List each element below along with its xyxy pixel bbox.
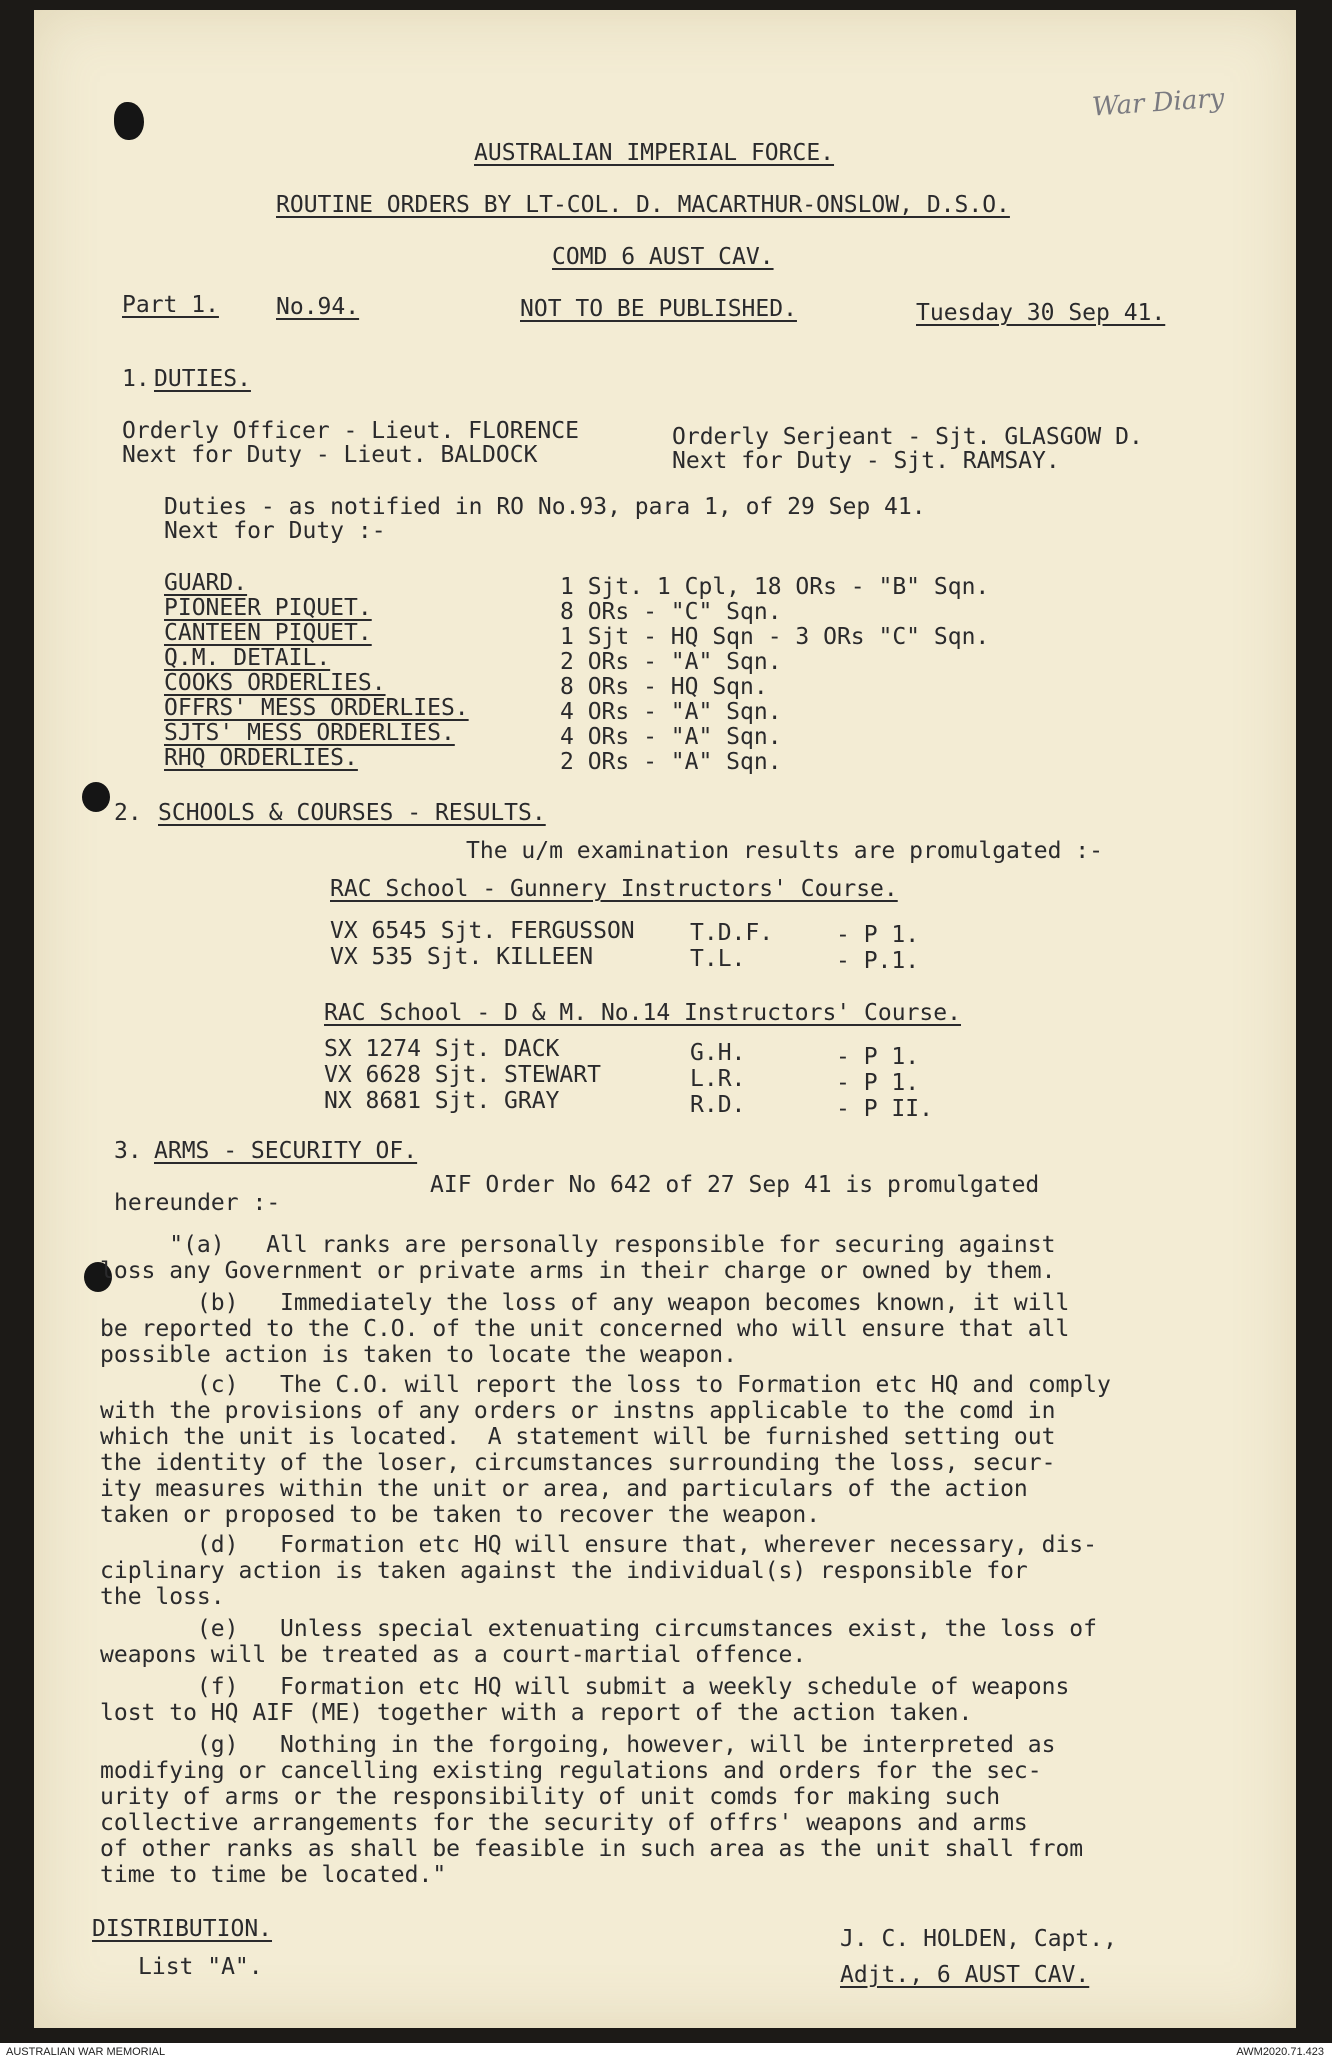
result-initials: L.R.	[690, 1066, 746, 1092]
order-number: No.94.	[276, 294, 360, 320]
duty-detail: 1 Sjt. 1 Cpl, 18 ORs - "B" Sqn.	[560, 574, 990, 600]
distribution-heading: DISTRIBUTION.	[92, 1916, 273, 1942]
duty-name: COOKS ORDERLIES.	[164, 670, 386, 696]
result-name: VX 6545 Sjt. FERGUSSON	[330, 918, 635, 944]
order-intro: AIF Order No 642 of 27 Sep 41 is promulgated	[430, 1172, 1040, 1198]
serjeant-next-for-duty: Next for Duty - Sjt. RAMSAY.	[672, 448, 1060, 474]
signature-name: J. C. HOLDEN, Capt.,	[840, 1926, 1117, 1952]
duty-name: SJTS' MESS ORDERLIES.	[164, 720, 455, 746]
result-name: NX 8681 Sjt. GRAY	[324, 1088, 560, 1114]
orderly-officer: Orderly Officer - Lieut. FLORENCE	[122, 418, 579, 444]
duty-name: RHQ ORDERLIES.	[164, 745, 358, 771]
officer-next-for-duty: Next for Duty - Lieut. BALDOCK	[122, 442, 538, 468]
duty-detail: 8 ORs - HQ Sqn.	[560, 674, 768, 700]
order-paragraph-c: (c) The C.O. will report the loss to Formation etc HQ and comply with the provisions of any orders or instns applicable to the comd in which the unit is located. A statement will be furnished setting out the identity of the loser, circumstances surrounding the loss, secur- ity measures within the unit or area, and particulars of the action taken or proposed to be taken to recover the weapon.	[100, 1372, 1111, 1528]
duty-detail: 2 ORs - "A" Sqn.	[560, 649, 782, 675]
section-2-heading: SCHOOLS & COURSES - RESULTS.	[158, 800, 546, 826]
restriction-notice: NOT TO BE PUBLISHED.	[520, 296, 797, 322]
distribution-list: List "A".	[138, 1954, 263, 1980]
course-2-title: RAC School - D & M. No.14 Instructors' Course.	[324, 1000, 961, 1026]
header-routine-orders: ROUTINE ORDERS BY LT-COL. D. MACARTHUR-ONSLOW, D.S.O.	[276, 192, 1010, 218]
footer-bar	[0, 2043, 1332, 2061]
duty-detail: 4 ORs - "A" Sqn.	[560, 724, 782, 750]
duty-detail: 2 ORs - "A" Sqn.	[560, 749, 782, 775]
section-3-number: 3.	[114, 1138, 142, 1164]
order-paragraph-g: (g) Nothing in the forgoing, however, will be interpreted as modifying or cancelling existing regulations and orders for the sec- urity of arms or the responsibility of unit comds for making such collective arrangements for the security of offrs' weapons and arms of other ranks as shall be feasible in such area as the unit shall from time to time be located."	[100, 1732, 1084, 1888]
order-date: Tuesday 30 Sep 41.	[916, 300, 1166, 326]
results-intro: The u/m examination results are promulgated :-	[466, 838, 1103, 864]
section-1-number: 1.	[122, 366, 150, 392]
result-initials: R.D.	[690, 1092, 746, 1118]
order-paragraph-d: (d) Formation etc HQ will ensure that, wherever necessary, dis- ciplinary action is taken against the individual(s) responsible for the loss.	[100, 1532, 1097, 1610]
orderly-serjeant: Orderly Serjeant - Sjt. GLASGOW D.	[672, 424, 1143, 450]
section-3-heading: ARMS - SECURITY OF.	[154, 1138, 418, 1164]
duty-detail: 4 ORs - "A" Sqn.	[560, 699, 782, 725]
duty-name: OFFRS' MESS ORDERLIES.	[164, 695, 469, 721]
section-2-number: 2.	[114, 800, 142, 826]
duty-name: GUARD.	[164, 570, 248, 596]
punch-hole-middle	[82, 782, 110, 812]
header-title: AUSTRALIAN IMPERIAL FORCE.	[474, 140, 835, 166]
result-grade: - P 1.	[836, 1044, 920, 1070]
order-paragraph-f: (f) Formation etc HQ will submit a weekly schedule of weapons lost to HQ AIF (ME) together with a report of the action taken.	[100, 1674, 1070, 1726]
duty-name: Q.M. DETAIL.	[164, 645, 331, 671]
duty-name: CANTEEN PIQUET.	[164, 620, 372, 646]
punch-hole-top	[114, 102, 144, 140]
signature-title: Adjt., 6 AUST CAV.	[840, 1962, 1090, 1988]
result-initials: T.D.F.	[690, 920, 774, 946]
document-page	[34, 10, 1296, 2028]
result-initials: G.H.	[690, 1040, 746, 1066]
result-grade: - P.1.	[836, 948, 920, 974]
duty-detail: 8 ORs - "C" Sqn.	[560, 599, 782, 625]
order-paragraph-e: (e) Unless special extenuating circumstances exist, the loss of weapons will be treated as a court-martial offence.	[100, 1616, 1097, 1668]
order-paragraph-b: (b) Immediately the loss of any weapon becomes known, it will be reported to the C.O. of the unit concerned who will ensure that all possible action is taken to locate the weapon.	[100, 1290, 1070, 1368]
result-name: SX 1274 Sjt. DACK	[324, 1036, 560, 1062]
duties-note: Duties - as notified in RO No.93, para 1, of 29 Sep 41.	[164, 494, 926, 520]
result-initials: T.L.	[690, 946, 746, 972]
duty-name: PIONEER PIQUET.	[164, 595, 372, 621]
result-name: VX 6628 Sjt. STEWART	[324, 1062, 601, 1088]
order-intro-hereunder: hereunder :-	[114, 1190, 281, 1216]
section-1-heading: DUTIES.	[154, 366, 251, 392]
duty-detail: 1 Sjt - HQ Sqn - 3 ORs "C" Sqn.	[560, 624, 990, 650]
result-grade: - P 1.	[836, 922, 920, 948]
order-paragraph-a: "(a) All ranks are personally responsible for securing against loss any Government or private arms in their charge or owned by them.	[100, 1232, 1056, 1284]
handwritten-annotation: War Diary	[1091, 83, 1226, 123]
result-grade: - P II.	[836, 1096, 933, 1122]
header-command: COMD 6 AUST CAV.	[552, 244, 774, 270]
result-grade: - P 1.	[836, 1070, 920, 1096]
part-label: Part 1.	[122, 292, 219, 318]
result-name: VX 535 Sjt. KILLEEN	[330, 944, 594, 970]
course-1-title: RAC School - Gunnery Instructors' Course.	[330, 876, 898, 902]
duties-next-label: Next for Duty :-	[164, 518, 386, 544]
footer-institution: AUSTRALIAN WAR MEMORIAL	[6, 2046, 166, 2058]
footer-accession-number: AWM2020.71.423	[1236, 2046, 1324, 2058]
